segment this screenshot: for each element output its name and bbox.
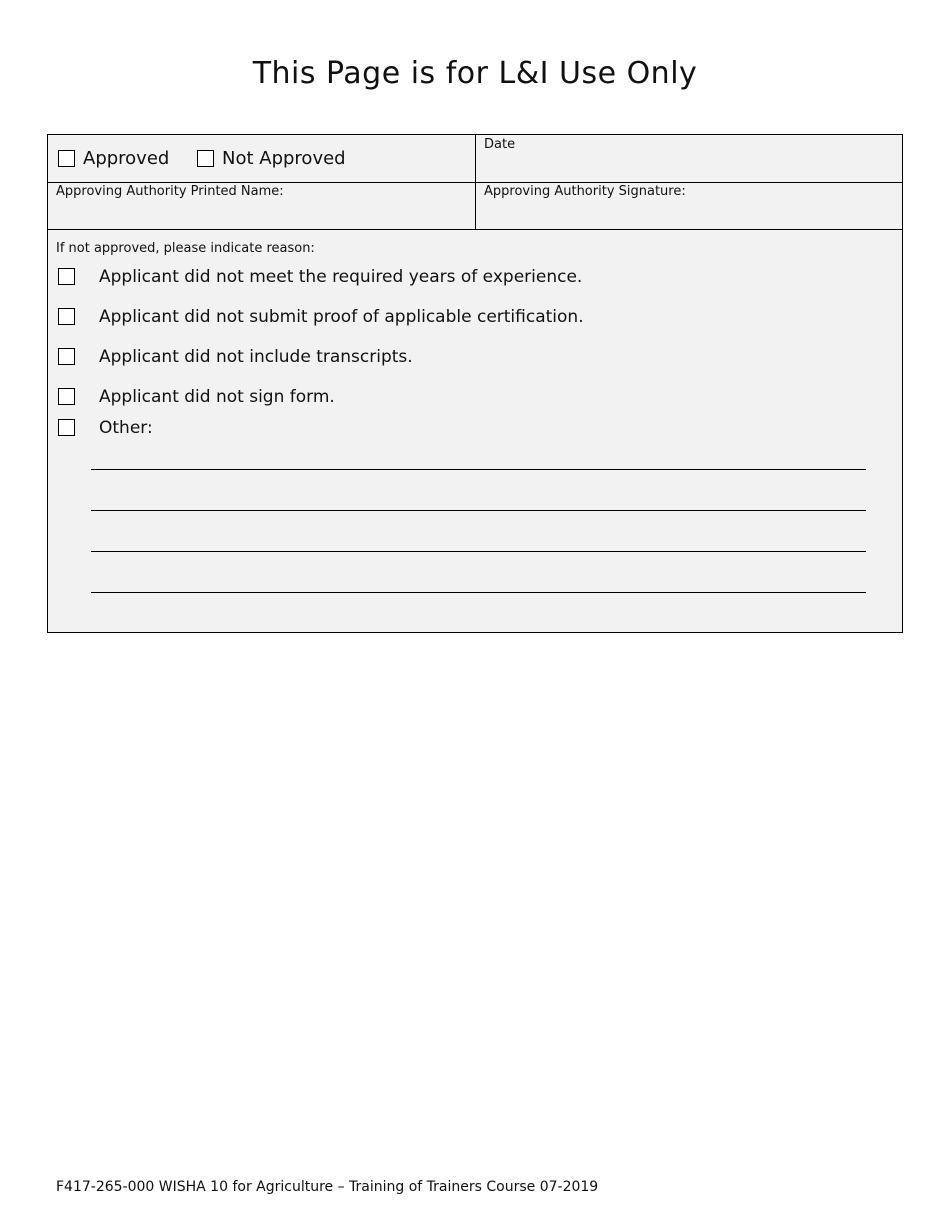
reason-certification-label: Applicant did not submit proof of applicable certification. bbox=[99, 307, 584, 327]
form-footer: F417-265-000 WISHA 10 for Agriculture – Training of Trainers Course 07-2019 bbox=[56, 1179, 599, 1195]
approved-label: Approved bbox=[83, 148, 170, 169]
date-label: Date bbox=[484, 137, 516, 152]
reason-certification-checkbox[interactable] bbox=[58, 308, 75, 325]
lni-use-form bbox=[47, 134, 903, 633]
other-reason-line[interactable] bbox=[91, 510, 866, 511]
signature-field[interactable] bbox=[476, 183, 902, 229]
reason-sign-checkbox[interactable] bbox=[58, 388, 75, 405]
approved-checkbox[interactable] bbox=[58, 150, 75, 167]
not-approved-label: Not Approved bbox=[222, 148, 346, 169]
reason-other-checkbox[interactable] bbox=[58, 419, 75, 436]
printed-name-field[interactable] bbox=[48, 183, 475, 229]
reason-sign-label: Applicant did not sign form. bbox=[99, 387, 335, 407]
not-approved-checkbox[interactable] bbox=[197, 150, 214, 167]
reason-experience-checkbox[interactable] bbox=[58, 268, 75, 285]
date-field[interactable] bbox=[476, 135, 902, 182]
reason-experience-label: Applicant did not meet the required years of experience. bbox=[99, 267, 583, 287]
other-reason-line[interactable] bbox=[91, 592, 866, 593]
page-title: This Page is for L&I Use Only bbox=[252, 56, 698, 91]
reason-transcripts-label: Applicant did not include transcripts. bbox=[99, 347, 413, 367]
other-reason-line[interactable] bbox=[91, 469, 866, 470]
printed-name-label: Approving Authority Printed Name: bbox=[56, 184, 284, 199]
signature-label: Approving Authority Signature: bbox=[484, 184, 686, 199]
row-divider-2 bbox=[48, 229, 902, 230]
reason-transcripts-checkbox[interactable] bbox=[58, 348, 75, 365]
reason-prompt: If not approved, please indicate reason: bbox=[56, 241, 315, 256]
other-reason-line[interactable] bbox=[91, 551, 866, 552]
reason-other-label: Other: bbox=[99, 418, 153, 438]
